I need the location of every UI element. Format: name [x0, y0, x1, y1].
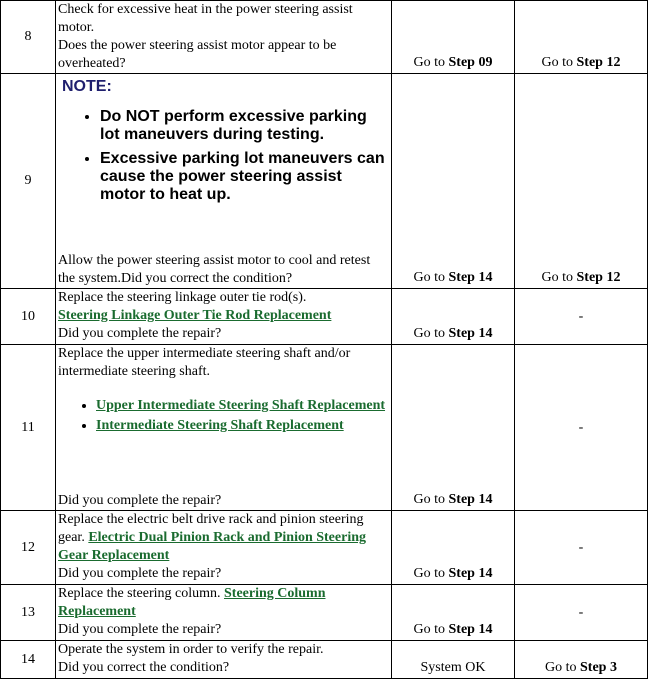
action-question: Did you complete the repair? — [58, 622, 222, 637]
step-number: 11 — [1, 345, 56, 511]
step-action — [56, 641, 392, 679]
yes-result — [392, 641, 515, 679]
yes-result — [392, 585, 515, 641]
action-question: Did you correct the condition? — [58, 660, 230, 675]
table-row-step-10 — [1, 289, 648, 345]
action-question: Did you complete the repair? — [58, 493, 222, 508]
procedure-links — [58, 397, 389, 435]
action-question: Allow the power steering assist motor to cool and retest the system.Did you correct the condition? — [58, 253, 371, 286]
step-action — [56, 289, 392, 345]
no-result — [515, 74, 648, 289]
go-to-text: Go to — [541, 270, 577, 285]
table-row-step-9 — [1, 74, 648, 289]
go-to-text: Go to — [413, 492, 449, 507]
action-question: Did you complete the repair? — [58, 326, 222, 341]
no-result: - — [515, 345, 648, 511]
action-line: Check for excessive heat in the power steering assist motor. — [58, 2, 353, 35]
no-result: - — [515, 585, 648, 641]
procedure-link[interactable]: Electric Dual Pinion Rack and Pinion Steering Gear Replacement — [58, 530, 367, 563]
note-list — [58, 108, 389, 204]
system-ok-text: System OK — [420, 660, 486, 675]
step-number: 13 — [1, 585, 56, 641]
go-to-text: Go to — [413, 270, 449, 285]
step-link-no[interactable]: Step 12 — [576, 55, 621, 70]
action-line: Replace the electric belt drive rack and pinion steering gear. — [58, 512, 364, 545]
go-to-text: Go to — [413, 326, 449, 341]
step-number: 14 — [1, 641, 56, 679]
action-question: Did you complete the repair? — [58, 566, 222, 581]
table-row-step-13 — [1, 585, 648, 641]
action-line: Replace the steering linkage outer tie rod(s). — [58, 290, 307, 305]
procedure-link[interactable]: Intermediate Steering Shaft Replacement — [96, 418, 344, 433]
step-action — [56, 585, 392, 641]
table-row-step-12 — [1, 511, 648, 585]
go-to-text: Go to — [541, 55, 577, 70]
step-number: 8 — [1, 1, 56, 74]
step-number: 10 — [1, 289, 56, 345]
step-number: 12 — [1, 511, 56, 585]
step-link-no[interactable]: Step 3 — [580, 660, 617, 675]
no-result — [515, 641, 648, 679]
procedure-link[interactable]: Steering Column Replacement — [58, 586, 326, 619]
action-line: Replace the upper intermediate steering shaft and/or intermediate steering shaft. — [58, 346, 351, 379]
yes-result — [392, 345, 515, 511]
step-link-yes[interactable]: Step 14 — [448, 326, 493, 341]
table-row-step-8 — [1, 1, 648, 74]
no-result: - — [515, 289, 648, 345]
no-result: - — [515, 511, 648, 585]
procedure-link[interactable]: Steering Linkage Outer Tie Rod Replacement — [58, 308, 332, 323]
step-link-yes[interactable]: Step 14 — [448, 270, 493, 285]
step-link-no[interactable]: Step 12 — [576, 270, 621, 285]
step-link-yes[interactable]: Step 14 — [448, 566, 493, 581]
no-result — [515, 1, 648, 74]
note-item: • Do NOT perform excessive parking lot maneuvers during testing. — [100, 108, 389, 144]
step-action — [56, 74, 392, 289]
yes-result — [392, 511, 515, 585]
step-link-yes[interactable]: Step 14 — [448, 492, 493, 507]
go-to-text: Go to — [413, 622, 449, 637]
action-question: Does the power steering assist motor appear to be overheated? — [58, 38, 337, 71]
step-link-yes[interactable]: Step 14 — [448, 622, 493, 637]
go-to-text: Go to — [545, 660, 581, 675]
note-item: • Excessive parking lot maneuvers can cause the power steering assist motor to heat up. — [100, 150, 389, 204]
table-row-step-11 — [1, 345, 648, 511]
table-row-step-14 — [1, 641, 648, 679]
step-action — [56, 511, 392, 585]
action-line: Operate the system in order to verify the repair. — [58, 642, 324, 657]
yes-result — [392, 289, 515, 345]
go-to-text: Go to — [413, 566, 449, 581]
step-number: 9 — [1, 74, 56, 289]
step-action — [56, 345, 392, 511]
action-line: Replace the steering column. — [58, 586, 224, 601]
step-action — [56, 1, 392, 74]
yes-result — [392, 74, 515, 289]
procedure-link[interactable]: Upper Intermediate Steering Shaft Replacement — [96, 398, 386, 413]
step-link-yes[interactable]: Step 09 — [448, 55, 493, 70]
note-title: NOTE: — [62, 78, 112, 95]
yes-result — [392, 1, 515, 74]
go-to-text: Go to — [413, 55, 449, 70]
